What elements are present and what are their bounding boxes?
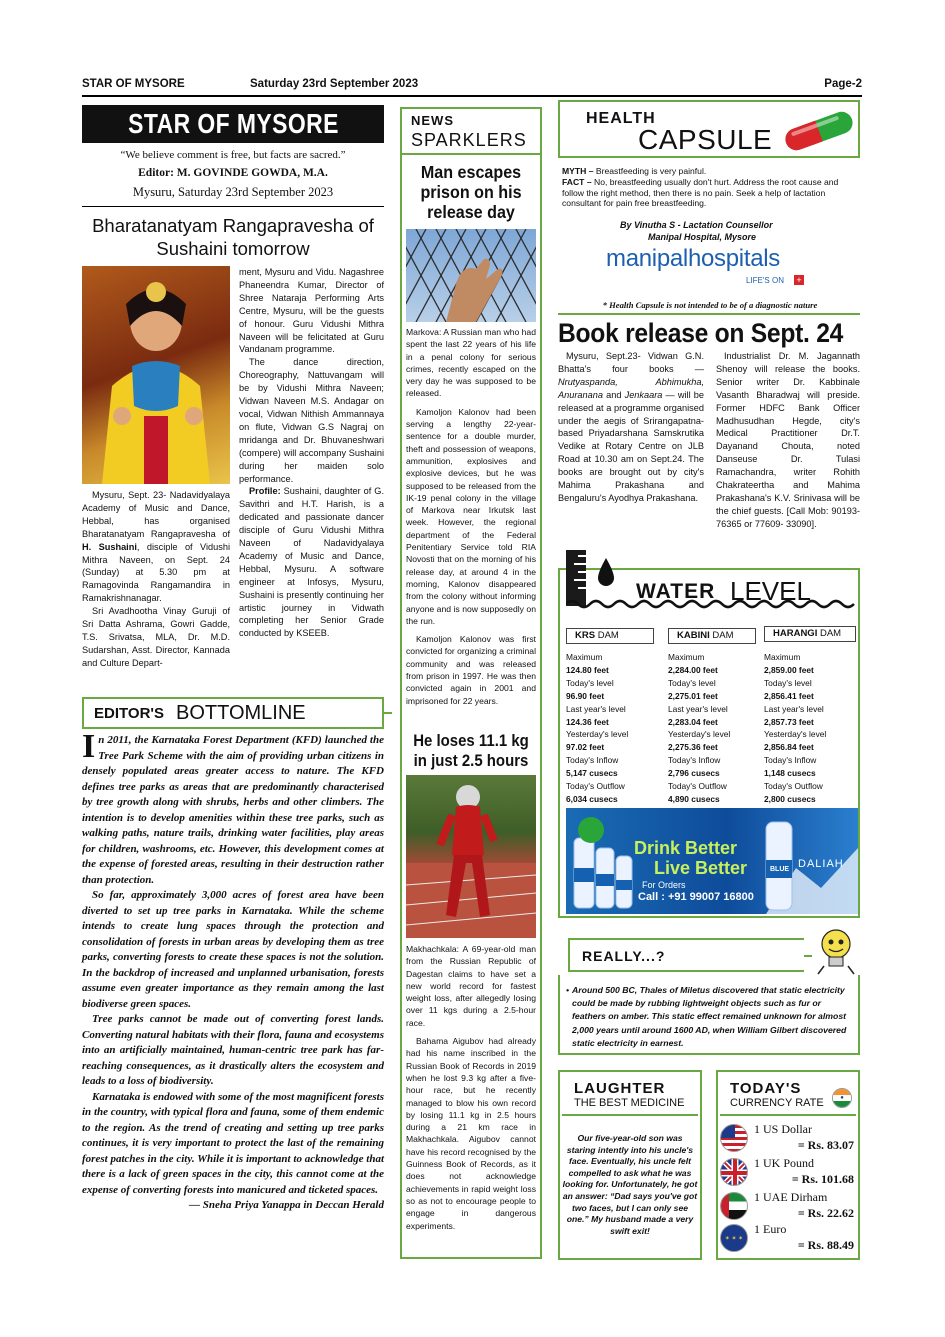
usd-rate: = Rs. 83.07 bbox=[797, 1138, 854, 1152]
story1-p1: Markova: A Russian man who had spent the last 22 years of his life in a penal colony for serious crimes, recently escaped on the very day he was supposed to be released. bbox=[406, 327, 536, 399]
capsule-icon bbox=[778, 106, 860, 156]
krs-dam-header: KRS DAM bbox=[566, 628, 654, 644]
editors-paragraph-3: Tree parks cannot be made out of converting forest lands. Converting natural habitats with their flora, fauna and ecosystems into an artificially maintained, human-centric tree park has far-reaching consequences, as it drastically alters the ecosystem and leads to a loss of biodiversity. bbox=[82, 1013, 384, 1087]
lightbulb-icon bbox=[814, 926, 858, 976]
currency-row-eur bbox=[720, 1222, 860, 1256]
editors-paragraph-4: Karnataka is endowed with some of the most magnificent forests in the country, with typical flora and fauna, some of them endemic to the region. As the trend of creating and setting up tree parks continues, it is very important to protect the last of the remaining forest patches in the city. While it is important to acknowledge that there is a lack of green spaces in the city, this cannot come at the expense of converting forests into manicured and ticketed spaces. bbox=[82, 1090, 384, 1196]
bharatanatyam-headline: Bharatanatyam Rangapravesha of Sushaini tomorrow bbox=[92, 215, 374, 259]
masthead-tagline: “We believe comment is free, but facts are sacred.” bbox=[120, 149, 346, 161]
masthead-dateline: Mysuru, Saturday 23rd September 2023 bbox=[132, 185, 334, 199]
editors-bottomline-label-box bbox=[82, 697, 384, 729]
water-label-rest: LEVEL bbox=[730, 576, 811, 606]
eur-rate: = Rs. 88.49 bbox=[797, 1238, 854, 1252]
header-paper-name: STAR OF MYSORE bbox=[82, 78, 185, 90]
header-rule bbox=[82, 95, 862, 97]
runner-figure bbox=[406, 775, 536, 938]
bharatanatyam-col1-p2: Sri Avadhootha Vinay Guruji of Sri Datta Ashrama, Gowri Gadde, T.S. Srivatsa, MLA, Dr. M.D. Sudarshan, Asst. Director, Kannada and Culture Depart- bbox=[82, 606, 230, 668]
waves-icon bbox=[566, 598, 856, 610]
manipal-logo bbox=[606, 245, 816, 287]
book-titles: Nrutyaspanda, Abhimukha, Anuranana bbox=[558, 376, 704, 400]
editors-green-rule bbox=[384, 712, 392, 714]
currency-row-aed bbox=[720, 1190, 860, 1224]
currency-label bbox=[720, 1076, 856, 1116]
india-flag-icon: ● bbox=[832, 1088, 852, 1108]
usd-unit: 1 US Dollar bbox=[754, 1122, 812, 1136]
health-capsule-text: MYTH – Breastfeeding is very painful. FACT – No, breastfeeding usually don't hurt. Address the root cause and follow the right method, then there is no pain. Seek a help of lactation consultant for pain free breastfeeding. bbox=[562, 166, 839, 209]
story2-p2: Bahama Aigubov had already had his name inscribed in the Russian Book of Records in 2019 when he lost 9.3 kg after a five-hour race, but he recently managed to blow his own record by losing 11.1 kg in 2.5 hours during a 21 km race in Makhachkala. Aigubov cannot have his record recognised by the Guinness Book of Records, as it does not acknowledge achievements in rapid weight loss so as not to encourage people to engage in dangerous experiments. bbox=[406, 1036, 536, 1231]
krs-dam-values: Maximum 124.80 feet Today's level 96.90 feet Last year's level 124.36 feet Yesterday's level 97.02 feet Today's Inflow 5,147 cusecs Today's Outflow 6,034 cusecs bbox=[566, 652, 629, 804]
kabini-dam-values: Maximum 2,284.00 feet Today's level 2,275.01 feet Last year's level 2,283.04 feet Yesterday's level 2,275.36 feet Today's Inflow 2,796 cusecs Today's Outflow 4,890 cusecs bbox=[668, 652, 731, 804]
manipal-logo-sub: LIFE'S ON bbox=[746, 276, 784, 285]
editors-label-rest: BOTTOMLINE bbox=[176, 702, 306, 724]
story2-body bbox=[406, 943, 536, 1232]
editors-paragraph-2: So far, approximately 3,000 acres of forest area have been diverted to set up tree parks in Karnataka. While the scheme intends to create lung spaces through the protection and consolidation of forests in urban areas by developing them as tree parks, converting forests to create these spaces is not the solution. In the backdrop of increased and unplanned urbanisation, forests assume even greater importance as they remain among the last biodiverse green spaces. bbox=[82, 889, 384, 1010]
uae-flag-icon bbox=[720, 1192, 748, 1220]
book-release-col1: Mysuru, Sept.23- Vidwan G.N. Bhatta's four books — Nrutyaspanda, Abhimukha, Anuranana and Jenkaara — will be released at a programme organised under the aegis of Srirangapatna-based Priyadarshana Samskrutika Vedike at Rotary Centre on JLB Road at 10.30 am on Sept.24. The books are brought out by city's Mahima Prakashana and Bengaluru's Ayodhya Prakashana. bbox=[558, 351, 704, 503]
story2-p1: Makhachkala: A 69-year-old man from the Russian Republic of Dagestan claims to have set a new world record for fastest weight loss, after allegedly losing over 11 kgs during a 2.5-hour race. bbox=[406, 944, 536, 1028]
manipal-logo-text: manipalhospitals bbox=[606, 245, 780, 272]
health-green-rule bbox=[558, 313, 860, 315]
story1-body bbox=[406, 326, 536, 707]
editors-bottomline-body: In 2011, the Karnataka Forest Department (KFD) launched the Tree Park Scheme with the aim of providing urban citizens in densely populated areas greater access to nature. The KFD defines tree parks as areas that are predominantly characterised by tree growth along with shrubs, herbs and other climbers. The intention is to develop amenities within these tree parks, such as walking paths, nature trails, drinking water facilities, play areas for children, washrooms, etc. However, this development comes at the expense of forested areas, resulting in their destruction rather than protection. So far, approximately 3,000 acres of forest area have been diverted to set up tree parks in Karnataka. While the scheme intends to create lung spaces through the protection and consolidation of forests in urban areas by developing them as tree parks, converting forests to create these spaces is not the solution. In the backdrop of increased and unplanned urbanisation, forests assume even greater importance as they remain among the last biodiverse green spaces. Tree parks cannot be made out of converting forest lands. Converting natural habitats with their flora, fauna and ecosystems into an artificially maintained, human-centric tree park has far-reaching consequences, as it drastically alters the ecosystem and leads to a loss of biodiversity. Karnataka is endowed with some of the most magnificent forests in the country, with typical flora and fauna, some of them endemic to the region. As the trend of creating and setting up tree parks continues, it is very important to protect the last of the remaining forest patches in the city. While it is important to acknowledge that there is a lack of green spaces in the city, this cannot come at the expense of converting forests into manicured and ticketed spaces. — Sneha Priya Yanappa in Deccan Herald bbox=[82, 733, 384, 1214]
really-green-rule bbox=[804, 955, 812, 957]
bharatanatyam-col1: Mysuru, Sept. 23- Nadavidyalaya Academy of Music and Dance, Hebbal, has organised Bharatanatyam Rangapravesha of H. Sushaini, disciple of Vidushi Mithra Naveen, on Sept. 24 (Sunday) at 5.30 pm at Ramagovinda Rangamandira in Ramakrishnanagar. Sri Avadhootha Vinay Guruji of Sri Datta Ashrama, Gowri Gadde, T.S. Srivatsa, MLA, Dr. M.D. Sudarshan, Asst. Director, Kannada and Culture Depart- bbox=[82, 490, 230, 668]
dancer-photo bbox=[82, 266, 230, 484]
profile-label: Profile: bbox=[249, 486, 281, 497]
header-page-number: Page-2 bbox=[824, 78, 862, 90]
bharatanatyam-col2-p2: The dance direction, Choreography, Nattuvangam will be by Vidushi Mithra Naveen; Vidwan Naveen M.S. Andagar on vocal, Vidwan Nithish Ammannaya on flute, Vidwan G.S Nagraj on mridanga and Dr. Bhuvaneshwari (compere) will accompany Sushaini during her maiden solo performance. bbox=[239, 357, 384, 484]
really-label-box bbox=[568, 938, 804, 972]
laughter-label-top: LAUGHTER bbox=[574, 1080, 666, 1097]
currency-row-usd bbox=[720, 1122, 860, 1156]
dancer-figure bbox=[82, 266, 230, 484]
laughter-label bbox=[562, 1076, 698, 1116]
health-disclaimer: * Health Capsule is not intended to be of a diagnostic nature bbox=[602, 300, 818, 310]
currency-label-bottom: CURRENCY RATE bbox=[730, 1097, 824, 1109]
health-byline-2: Manipal Hospital, Mysore bbox=[648, 232, 757, 242]
aed-rate: = Rs. 22.62 bbox=[797, 1206, 854, 1220]
running-header bbox=[82, 76, 862, 94]
us-flag-icon bbox=[720, 1124, 748, 1152]
masthead-editor: Editor: M. GOVINDE GOWDA, M.A. bbox=[138, 167, 328, 179]
gbp-unit: 1 UK Pound bbox=[754, 1156, 815, 1170]
story2-headline: He loses 11.1 kg in just 2.5 hours bbox=[413, 731, 529, 770]
ad-brand: DALIAH bbox=[798, 858, 844, 870]
news-label-top: NEWS bbox=[411, 113, 454, 128]
myth-label: MYTH – bbox=[562, 166, 594, 176]
water-label-bold: WATER bbox=[636, 580, 716, 603]
eu-flag-icon: ✶ ✶ ✶ bbox=[720, 1224, 748, 1252]
book-release-headline: Book release on Sept. 24 bbox=[558, 318, 844, 348]
really-label: REALLY...? bbox=[582, 948, 666, 964]
story1-p2: Kamoljon Kalonov had been serving a lengthy 22-year-sentence for a double murder, theft and possession of weapons, ammunition, explosives and explosive devices, but he was supposed to be released from the IK-19 penal colony in the village of Markova near Irkutsk last week. However, the regional department of the Federal Penitentiary Service told RIA Novosti that on the morning of his release day, at around 4 in the morning, Kalonov disappeared from the colony without informing anyone and is now supposedly on the run. bbox=[406, 406, 536, 626]
ad-bottle-label: BLUE bbox=[770, 866, 790, 873]
laughter-text: Our five-year-old son was staring intently into his uncle's face. Eventually, his uncle felt compelled to ask what he was looking for. Unfortunately, he got an answer: “Dad says you've got two faces, but I can only see one.” My husband made a very swift exit! bbox=[562, 1133, 698, 1236]
editors-credit: — Sneha Priya Yanappa in Deccan Herald bbox=[189, 1199, 384, 1211]
laughter-label-bottom: THE BEST MEDICINE bbox=[574, 1097, 685, 1109]
eur-unit: 1 Euro bbox=[754, 1222, 787, 1236]
book-title-4: Jenkaara bbox=[624, 389, 663, 400]
dancer-name: H. Sushaini bbox=[82, 541, 137, 552]
health-label-bottom: CAPSULE bbox=[638, 124, 773, 155]
harangi-dam-values: Maximum 2,859.00 feet Today's level 2,856.41 feet Last year's level 2,857.73 feet Yesterday's level 2,856.84 feet Today's Inflow 1,148 cusecs Today's Outflow 2,800 cusecs bbox=[764, 652, 827, 804]
currency-row-gbp bbox=[720, 1156, 860, 1190]
ad-phone[interactable]: Call : +91 99007 16800 bbox=[638, 891, 754, 903]
story1-p3: Kamoljon Kalonov was first convicted for organizing a criminal community and was released from prison in 1997. He was then convicted again in 2001 and imprisoned for 22 years. bbox=[406, 634, 536, 706]
editors-label-bold: EDITOR'S bbox=[94, 705, 164, 722]
ad-line-1: Drink Better bbox=[634, 838, 738, 858]
uk-flag-icon bbox=[720, 1158, 748, 1186]
dropcap: I bbox=[82, 728, 96, 765]
kabini-dam-header: KABINI DAM bbox=[668, 628, 756, 644]
ad-line-2: Live Better bbox=[654, 858, 748, 878]
red-cross-icon: + bbox=[794, 275, 804, 285]
fence-image bbox=[406, 229, 536, 322]
health-byline-1: By Vinutha S - Lactation Counsellor bbox=[620, 220, 773, 230]
water-level-label bbox=[566, 550, 856, 610]
story1-headline: Man escapes prison on his release day bbox=[420, 162, 522, 222]
bharatanatyam-col2: ment, Mysuru and Vidu. Nagashree Phaneendra Kumar, Director of Shree Nataraja Performing Arts Centre, Mysuru, will be the guests of honour. Guru Vidushi Mithra Naveen will be felicitated at Guru Vandanam programme. The dance direction, Choreography, Nattuvangam will be by Vidushi Mithra Naveen; Vidwan Naveen M.S. Andagar on vocal, Vidwan Nithish Ammannaya on flute, Vidwan G.S Nagraj on mridanga and Dr. Bhuvaneshwari (compere) will accompany Sushaini during her maiden solo performance. Profile: Sushaini, daughter of G. Savithri and H.T. Harish, is a dedicated and passionate dancer disciple of Guru Vidushi Mithra Naveen of Nadavidyalaya Academy of Music and Dance, Hebbal, Mysuru. A software engineer at Infosys, Mysuru, Sushaini is presently continuing her artistic journey in Vidwath completing her Senior Grade conducted by KSEEB. bbox=[239, 267, 384, 639]
gbp-rate: = Rs. 101.68 bbox=[791, 1172, 854, 1186]
fact-label: FACT – bbox=[562, 176, 592, 187]
bullet-icon: • bbox=[566, 985, 570, 995]
header-date: Saturday 23rd September 2023 bbox=[250, 78, 419, 90]
runner-photo bbox=[406, 775, 536, 938]
masthead-logo bbox=[82, 105, 384, 143]
masthead-title: STAR OF MYSORE bbox=[127, 108, 339, 139]
water-bottle-ad[interactable] bbox=[566, 808, 858, 914]
masthead-rule bbox=[82, 206, 384, 207]
harangi-dam-header: HARANGI DAM bbox=[764, 626, 856, 642]
news-sparklers-label bbox=[402, 109, 540, 155]
ad-orders: For Orders bbox=[642, 880, 686, 890]
book-release-col2: Industrialist Dr. M. Jagannath Shenoy will release the books. Senior writer Dr. Kabbinale Vasanth Bharadwaj will preside. Former HDFC Bank Officer Madhusudhan Hegde, city's Medical Practitioner Dr.T. Dayanand Chouta, noted Danseuse Dr. Tulasi Ramachandra, writer Rohith Chakrateertha and Mahima Prakashana's K.V. Srinivasa will be the chief guests. [Call Mob: 90193-76365 or 77609- 33090]. bbox=[716, 351, 860, 529]
really-text: • Around 500 BC, Thales of Miletus discovered that static electricity could be made by rubbing lightweight objects such as fur or feathers on amber. This static effect remained unknown for almost 2,000 years until around 1600 AD, when William Gilbert discovered static electricity in earnest. bbox=[566, 985, 847, 1048]
health-capsule-label-box bbox=[558, 100, 860, 158]
news-label-bottom: SPARKLERS bbox=[411, 130, 527, 150]
health-label-top: HEALTH bbox=[586, 110, 656, 127]
fence-photo bbox=[406, 229, 536, 322]
aed-unit: 1 UAE Dirham bbox=[754, 1190, 828, 1204]
currency-label-top: TODAY'S bbox=[730, 1080, 802, 1097]
bharatanatyam-col2-p1: ment, Mysuru and Vidu. Nagashree Phaneendra Kumar, Director of Shree Nataraja Performing Arts Centre, Mysuru, will be the guests of honour. Guru Vidushi Mithra Naveen will be felicitated at Guru Vandanam programme. bbox=[239, 267, 384, 355]
